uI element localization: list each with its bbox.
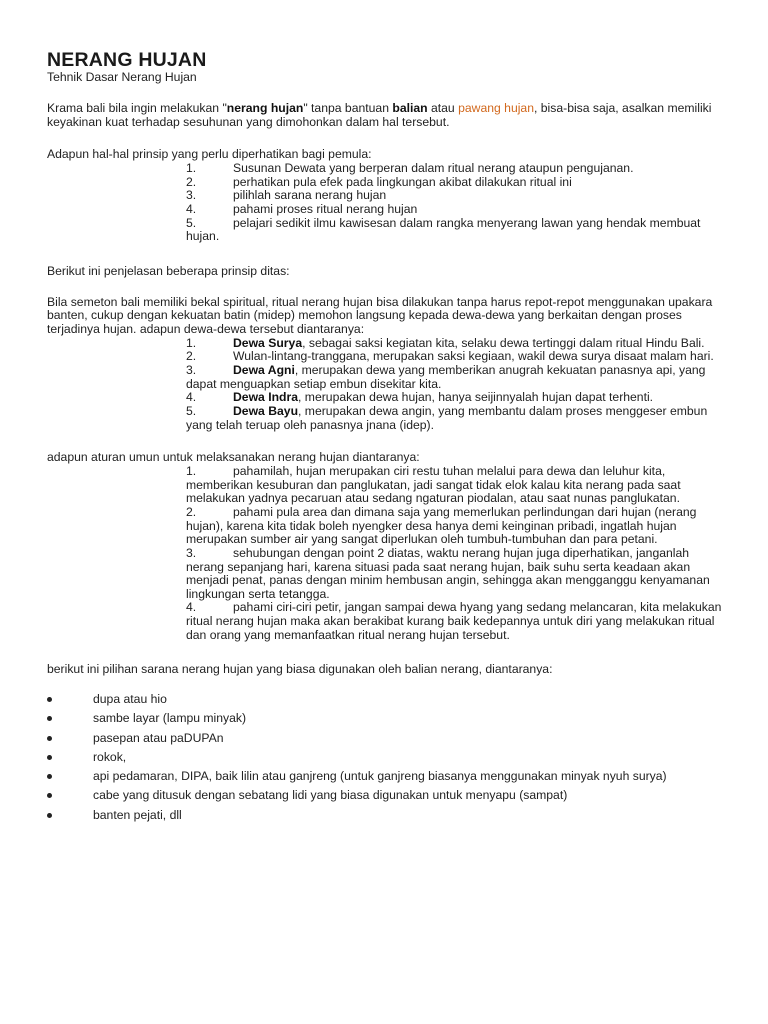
list-item	[186, 547, 726, 602]
principles-intro: Adapun hal-hal prinsip yang perlu diperhatikan bagi pemula:	[47, 147, 372, 162]
list-item	[186, 350, 726, 364]
bullet-icon	[47, 793, 52, 798]
list-text: sehubungan dengan point 2 diatas, waktu nerang hujan juga diperhatikan, janganlah nerang sepanjang hari, karena situasi pada saat nerang hujan, baik suhu serta keadaan akan menjadi penat, panas dengan minim hembusan angin, sehingga akan mengganggu kenyamanan lingkungan serta tetangga.	[186, 545, 710, 601]
list-text: rokok,	[93, 749, 127, 764]
bullet-icon	[47, 697, 52, 702]
list-item	[186, 391, 726, 405]
bullet-icon	[47, 813, 52, 818]
list-number: 3.	[186, 188, 197, 203]
gods-list	[186, 337, 726, 433]
list-text: pilihlah sarana nerang hujan	[233, 188, 387, 203]
list-number: 2.	[186, 349, 197, 364]
list-item	[47, 693, 727, 707]
materials-list	[47, 693, 727, 822]
list-text: Susunan Dewata yang berperan dalam ritual nerang ataupun pengujanan.	[233, 161, 634, 176]
god-name: Dewa Surya	[233, 335, 303, 350]
list-item	[186, 506, 726, 547]
list-number: 1.	[186, 161, 197, 176]
list-item	[47, 712, 727, 726]
list-text: cabe yang ditusuk dengan sebatang lidi yang biasa digunakan untuk menyapu (sampat)	[93, 788, 568, 803]
list-number: 5.	[186, 215, 197, 230]
list-text: pasepan atau paDUPAn	[93, 730, 224, 745]
list-item	[47, 789, 727, 803]
list-number: 3.	[186, 545, 197, 560]
list-item	[47, 770, 727, 784]
principles-list	[186, 162, 726, 244]
list-item	[186, 217, 726, 244]
materials-intro: berikut ini pilihan sarana nerang hujan yang biasa digunakan oleh balian nerang, diantaranya:	[47, 662, 553, 677]
list-number: 2.	[186, 504, 197, 519]
list-text: api pedamaran, DIPA, baik lilin atau ganjreng (untuk ganjreng biasanya menggunakan minyak nyuh surya)	[93, 769, 667, 784]
list-text: pahami pula area dan dimana saja yang memerlukan perlindungan dari hujan (nerang hujan), karena kita tidak boleh nyengker desa hanya demi keinginan pribadi, ingatlah hujan merupakan sumber air yang sangat diperlukan oleh tumbuh-tumbuhan dan para petani.	[186, 504, 697, 547]
list-item	[186, 405, 726, 432]
list-number: 4.	[186, 390, 197, 405]
bullet-icon	[47, 774, 52, 779]
list-item	[47, 751, 727, 765]
rules-intro: adapun aturan umun untuk melaksanakan nerang hujan diantaranya:	[47, 450, 420, 465]
list-text: Wulan-lintang-tranggana, merupakan saksi kegiaan, wakil dewa surya disaat malam hari.	[233, 349, 714, 364]
god-name: Dewa Indra	[233, 390, 299, 405]
page-subtitle: Tehnik Dasar Nerang Hujan	[47, 70, 197, 85]
list-text: pahami proses ritual nerang hujan	[233, 202, 418, 217]
list-text: , merupakan dewa yang memberikan anugrah kekuatan panasnya api, yang dapat menguapkan setiap embun disekitar kita.	[186, 362, 706, 391]
list-number: 1.	[186, 335, 197, 350]
intro-text-2: " tanpa bantuan	[303, 101, 393, 116]
list-text: pelajari sedikit ilmu kawisesan dalam rangka menyerang lawan yang hendak membuat hujan.	[186, 215, 701, 244]
list-text: pahamilah, hujan merupakan ciri restu tuhan melalui para dewa dan leluhur kita, memberikan kesuburan dan panglukatan, jadi sangat tidak elok kalau kita nerang pada saat melakukan yadnya pecaruan atau sedang ngaturan piodalan, atau saat nunas panglukatan.	[186, 463, 681, 506]
list-text: perhatikan pula efek pada lingkungan akibat dilakukan ritual ini	[233, 174, 572, 189]
intro-paragraph	[47, 102, 727, 129]
rules-list	[186, 465, 726, 643]
list-number: 2.	[186, 174, 197, 189]
list-text: banten pejati, dll	[93, 807, 182, 822]
page-title: NERANG HUJAN	[47, 49, 207, 71]
list-number: 4.	[186, 202, 197, 217]
document-page	[47, 50, 727, 828]
intro-link-pawang-hujan[interactable]: pawang hujan	[458, 101, 534, 116]
intro-bold-balian: balian	[392, 101, 428, 116]
bullet-icon	[47, 755, 52, 760]
list-number: 5.	[186, 403, 197, 418]
list-text: pahami ciri-ciri petir, jangan sampai dewa hyang yang sedang melancaran, kita melakukan ritual nerang hujan maka akan berakibat kurang baik kedepannya untuk diri yang melakukan ritual dan orang yang memanfaatkan ritual nerang hujan tersebut.	[186, 600, 722, 642]
explanation-intro: Berikut ini penjelasan beberapa prinsip ditas:	[47, 264, 290, 279]
list-text: , merupakan dewa angin, yang membantu dalam proses menggeser embun yang telah teruap oleh panasnya jnana (idep).	[186, 403, 708, 432]
list-item	[186, 465, 726, 506]
list-item	[186, 176, 726, 190]
list-text: dupa atau hio	[93, 692, 167, 707]
list-number: 1.	[186, 463, 197, 478]
list-number: 4.	[186, 600, 197, 615]
list-text: , sebagai saksi kegiatan kita, selaku dewa tertinggi dalam ritual Hindu Bali.	[302, 335, 705, 350]
list-item	[186, 601, 726, 642]
list-item	[186, 364, 726, 391]
list-item	[186, 162, 726, 176]
list-item	[186, 189, 726, 203]
list-item	[186, 203, 726, 217]
intro-text-3: atau	[427, 101, 459, 116]
spiritual-paragraph: Bila semeton bali memiliki bekal spiritual, ritual nerang hujan bisa dilakukan tanpa harus repot-repot menggunakan upakara banten, cukup dengan kekuatan batin (midep) memohon langsung kepada dewa-dewa yang berkaitan dengan proses terjadinya hujan. adapun dewa-dewa tersebut diantaranya:	[47, 294, 713, 336]
intro-bold-nerang-hujan: nerang hujan	[226, 101, 304, 116]
bullet-icon	[47, 716, 52, 721]
god-name: Dewa Agni	[233, 362, 295, 377]
list-item	[47, 732, 727, 746]
list-number: 3.	[186, 362, 197, 377]
list-text: , merupakan dewa hujan, hanya seijinnyalah hujan dapat terhenti.	[298, 390, 654, 405]
bullet-icon	[47, 736, 52, 741]
list-item	[47, 809, 727, 823]
list-item	[186, 337, 726, 351]
list-text: sambe layar (lampu minyak)	[93, 711, 247, 726]
god-name: Dewa Bayu	[233, 403, 299, 418]
intro-text-1: Krama bali bila ingin melakukan "	[47, 101, 227, 116]
intro-text-4: , bisa-bisa saja, asalkan memiliki keyakinan kuat terhadap sesuhunan yang dimohonkan dalam hal tersebut.	[47, 101, 712, 129]
